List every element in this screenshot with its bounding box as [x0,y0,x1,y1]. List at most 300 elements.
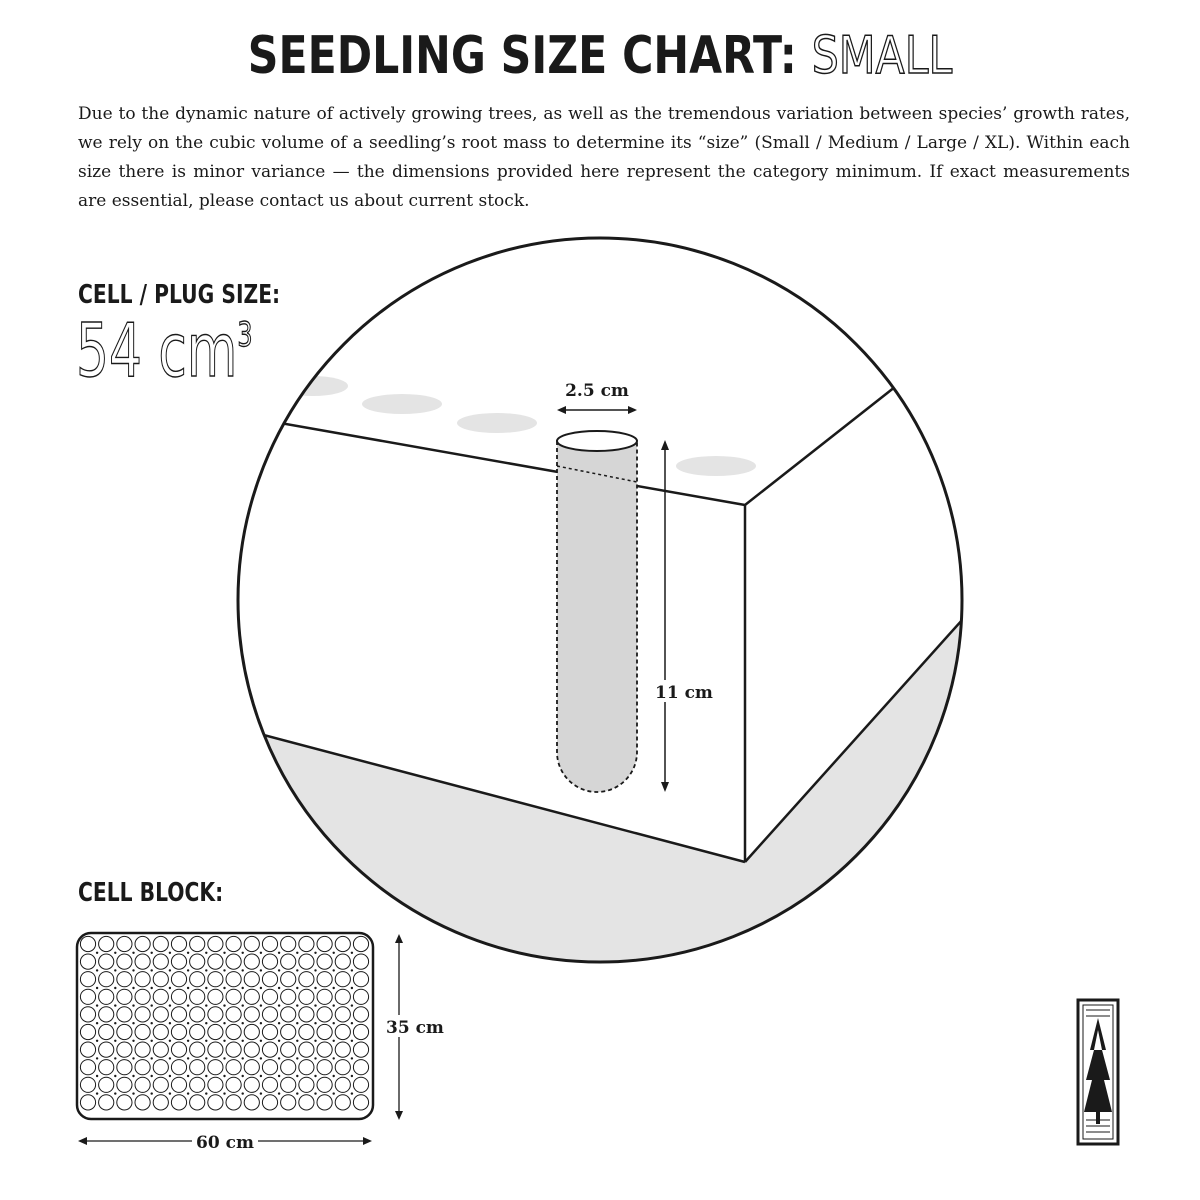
tray-height-arrowhead-bottom [395,1111,403,1120]
tray-cell-dot [314,1057,316,1059]
tray-cell [135,972,150,987]
tray-cell [80,1042,95,1057]
tray-cell [353,936,368,951]
tray-cell-dot [96,1092,98,1094]
tray-cell [281,1024,296,1039]
tray-cell [353,1007,368,1022]
tray-cell [335,972,350,987]
tray-cell [190,1042,205,1057]
tray-cell-dot [205,952,207,954]
tray-cell-dot [223,952,225,954]
plug-size-label: CELL / PLUG SIZE: [78,280,281,310]
tray-cell [208,936,223,951]
intro-paragraph: Due to the dynamic nature of actively growing trees, as well as the tremendous variation between species’ growth rates, we rely on the cubic volume of a seedling’s root mass to determine its “size” (Small / Medium / Large / XL). Within each size there is minor variance — the dimensions provided here represent the category minimum. If exact measurements are essential, please contact us about current stock. [78,104,1130,211]
tray-cell-dot [187,1057,189,1059]
tray-cell-dot [314,1092,316,1094]
cell-hole [676,456,756,476]
tray-cell [171,954,186,969]
tray-cell-dot [169,1075,171,1077]
tray-cell [135,1060,150,1075]
tray-cell [171,1077,186,1092]
tray-cell [244,1077,259,1092]
tray-cell [335,1007,350,1022]
tray-cell-dot [114,987,116,989]
cell-hole [362,394,442,414]
tray-cell [281,1060,296,1075]
tray-cell [135,954,150,969]
tray-cell-dot [187,1022,189,1024]
tray-width-arrowhead-left [78,1137,87,1145]
tray-cell [244,1007,259,1022]
tray-cell [281,954,296,969]
tray-cell [226,1060,241,1075]
tray-cell [208,954,223,969]
tray-cell [299,1042,314,1057]
depth-label: 11 cm [655,683,713,703]
tray-cell-dot [96,1040,98,1042]
tray-cell-dot [169,969,171,971]
tray-cell [171,1060,186,1075]
tray-cell-dot [151,969,153,971]
tray-cell [317,1060,332,1075]
tray-cell [226,1042,241,1057]
tray-cell-dot [151,1022,153,1024]
tray-cell [262,1095,277,1110]
tray-cell-dot [278,1057,280,1059]
tray-cell [117,972,132,987]
tray-cell [226,972,241,987]
tray-cell-dot [314,1004,316,1006]
tray-cell [226,1095,241,1110]
tray-cell-dot [114,1075,116,1077]
tray-cell-dot [333,952,335,954]
tray-cell [208,1024,223,1039]
tray-cell [353,954,368,969]
tray-cell-dot [151,952,153,954]
tray-cell [117,1060,132,1075]
tray-cell [317,989,332,1004]
tray-cell [317,1077,332,1092]
tray-cell-dot [223,1040,225,1042]
tray-cell [244,1095,259,1110]
tray-cell-dot [187,1075,189,1077]
tray-cell-dot [132,987,134,989]
tray-cell [335,1077,350,1092]
tray-cell [299,936,314,951]
tray-cell [153,989,168,1004]
tray-cell [244,1042,259,1057]
tray-cell [135,1077,150,1092]
tray-cell-dot [151,1092,153,1094]
tray-cell-dot [296,1040,298,1042]
tray-cell-dot [242,1022,244,1024]
tray-cell [208,1007,223,1022]
tray-cell-dot [278,1004,280,1006]
tray-cell [80,1077,95,1092]
tray-cell [171,1007,186,1022]
tray-cell [99,936,114,951]
tray-cell [299,1007,314,1022]
tray-cell-dot [151,1057,153,1059]
tray-cell [226,954,241,969]
tray-cell-dot [187,1040,189,1042]
tray-cell-dot [223,1004,225,1006]
tray-cell [117,936,132,951]
tray-cell-dot [96,987,98,989]
tray-cell-dot [260,969,262,971]
tray-cell-dot [296,969,298,971]
tray-cell [171,972,186,987]
tray-cell [299,1077,314,1092]
tray-cell [99,1077,114,1092]
tray-cell [299,1095,314,1110]
tray-cell-dot [333,1092,335,1094]
tray-cell-dot [296,1092,298,1094]
tray-cell [317,1095,332,1110]
tray-cell-dot [96,969,98,971]
tray-cell-dot [278,987,280,989]
tray-cell [171,936,186,951]
tray-cell [80,1060,95,1075]
tray-cell [208,1042,223,1057]
tray-cell-dot [351,1057,353,1059]
tray-cell [335,954,350,969]
tray-cell [117,1024,132,1039]
tray-cell-dot [296,987,298,989]
tray-cell [244,1060,259,1075]
tray-cell [117,954,132,969]
tray-cell [153,1024,168,1039]
tray-cell [299,1060,314,1075]
tray-cell-dot [223,987,225,989]
tray-cell [226,936,241,951]
tray-cell [244,972,259,987]
tray-cell [80,1007,95,1022]
tray-cell [262,1042,277,1057]
tray-cell [135,989,150,1004]
plug-volume-exponent: 3 [237,315,253,355]
tray-cell-dot [205,1092,207,1094]
tray-cell [135,1007,150,1022]
tray-cell [190,972,205,987]
tray-cell [262,989,277,1004]
tray-cell-dot [333,1004,335,1006]
tray-cell [190,936,205,951]
tray-cell [317,936,332,951]
tray-cell-dot [223,1075,225,1077]
tray-cell-dot [296,952,298,954]
tray-cell [208,989,223,1004]
tray-cell [244,936,259,951]
tray-cell [262,1077,277,1092]
tray-cell-dot [114,1040,116,1042]
tray-cell-dot [223,1057,225,1059]
tray-cell [190,989,205,1004]
tray-cell [335,1042,350,1057]
tray-cell-dot [278,1075,280,1077]
plug-volume-value: 54 cm [76,308,238,394]
tray-cell [299,972,314,987]
tray-cell [262,1024,277,1039]
tray-cell-dot [260,1022,262,1024]
tray-cell-dot [296,1022,298,1024]
tray-cell [80,972,95,987]
tray-cell-dot [278,1092,280,1094]
root-plug [557,441,637,792]
tray-cell [171,1095,186,1110]
tray-cell [353,972,368,987]
tray-cell [190,1095,205,1110]
tray-cell-dot [333,987,335,989]
tray-cell-dot [132,1040,134,1042]
tray-cell [99,972,114,987]
tray-cell [208,1060,223,1075]
tray-cell [281,1095,296,1110]
tray-cell [80,1095,95,1110]
tray-cell-dot [114,1022,116,1024]
tray-cell-dot [242,1075,244,1077]
tray-cell-dot [242,1040,244,1042]
tray-cell-dot [169,1057,171,1059]
cell-hole [457,413,537,433]
tray-cell [99,1007,114,1022]
tray-cell-dot [260,952,262,954]
tray-cell-dot [314,952,316,954]
tray-cell [317,1007,332,1022]
tray-cell [208,1095,223,1110]
tray-cell [190,954,205,969]
tray-cell [153,1060,168,1075]
tray-cell [135,1095,150,1110]
tray-cell [353,1060,368,1075]
tray-cell [208,1077,223,1092]
tray-cell [335,1060,350,1075]
root-plug-top [557,431,637,451]
tray-cell-dot [314,1040,316,1042]
tray-cell-dot [314,987,316,989]
tray-cell [99,1024,114,1039]
tray-cell [153,1077,168,1092]
tray-cell-dot [132,1022,134,1024]
tray-cell [244,954,259,969]
tray-cell-dot [296,1075,298,1077]
tray-cell [281,1077,296,1092]
tray-cell [80,936,95,951]
tray-cell [153,1042,168,1057]
tray-cell-dot [314,1022,316,1024]
tray-cell-dot [242,1092,244,1094]
tray-cell [226,1007,241,1022]
tray-width-arrowhead-right [363,1137,372,1145]
tray-cell [190,1060,205,1075]
tray-cell-dot [296,1057,298,1059]
tray-cell-dot [169,1022,171,1024]
tray-cell [190,1024,205,1039]
tray-cell-dot [260,987,262,989]
tray-cell-dot [205,1022,207,1024]
tray-cell [281,936,296,951]
tray-cell [226,1077,241,1092]
tray-height-arrowhead-top [395,934,403,943]
tray-cell [244,1024,259,1039]
tray-width-label: 60 cm [196,1133,254,1153]
tray-cell [353,989,368,1004]
tray-cell-dot [151,1004,153,1006]
tray-cell-dot [187,987,189,989]
tray-cell-dot [351,1092,353,1094]
tray-cell [335,1024,350,1039]
tray-cell-dot [278,952,280,954]
tray-cell-dot [351,969,353,971]
tray-cell-dot [333,1040,335,1042]
tray-cell [335,989,350,1004]
tray-cell [153,1095,168,1110]
tray-cell [226,989,241,1004]
tray-cell [117,989,132,1004]
tray-cell-dot [169,952,171,954]
tray-cell [317,954,332,969]
tray-cell-dot [169,1092,171,1094]
tray-cell-dot [223,969,225,971]
tray-cell-dot [151,1075,153,1077]
tray-cell [244,989,259,1004]
tray-cell-dot [278,1040,280,1042]
tray-cell [135,1024,150,1039]
cell-block-label: CELL BLOCK: [78,878,224,908]
tray-cell [353,1042,368,1057]
tray-cell [153,936,168,951]
tray-cell-dot [351,1040,353,1042]
tray-cell [262,1060,277,1075]
tray-cell-dot [132,952,134,954]
tray-cell [80,989,95,1004]
tray-cell-dot [242,1004,244,1006]
tray-cell-dot [242,987,244,989]
tray-cell [299,1024,314,1039]
tray-cell-dot [260,1075,262,1077]
tray-cell-dot [132,1057,134,1059]
tray-cell [208,972,223,987]
tray-cell [99,1095,114,1110]
tray-cell-dot [114,1057,116,1059]
tray-height-label: 35 cm [386,1018,444,1038]
tray-cell-dot [242,952,244,954]
tray-cell [281,972,296,987]
title-main: SEEDLING SIZE CHART: [247,26,797,86]
tray-cell-dot [187,1092,189,1094]
tray-cell [262,936,277,951]
tray-cell [80,954,95,969]
tray-cell [153,954,168,969]
tray-cell [153,1007,168,1022]
tray-cell [153,972,168,987]
tray-cell [299,954,314,969]
tray-cell-dot [96,1022,98,1024]
tray-cell-dot [96,1057,98,1059]
tray-cell-dot [169,1040,171,1042]
tray-cell-dot [260,1092,262,1094]
tray-cell-dot [351,952,353,954]
tray-cell [80,1024,95,1039]
tray-cell [117,1095,132,1110]
tray-cell-dot [351,1022,353,1024]
tray-cell-dot [314,1075,316,1077]
tray-cell-dot [278,969,280,971]
tray-cell-dot [205,1075,207,1077]
tray-cell-dot [296,1004,298,1006]
tray-cell-dot [132,1075,134,1077]
tray-cell-dot [96,1004,98,1006]
tray-cell [353,1095,368,1110]
tray-cell-dot [96,1075,98,1077]
tray-cell [262,954,277,969]
tray-cell-dot [333,1022,335,1024]
tray-cell [335,936,350,951]
tray-cell-dot [114,1092,116,1094]
tray-cell [317,972,332,987]
tray-cell [171,1024,186,1039]
tray-cell-dot [223,1092,225,1094]
tree-stamp-icon [1078,1000,1118,1144]
tray-cell-dot [205,987,207,989]
tray-cell-dot [151,1040,153,1042]
tray-cell [262,972,277,987]
tray-cell [353,1077,368,1092]
title-size: SMALL [811,26,953,86]
tray-cell [281,1042,296,1057]
tray-cell [317,1042,332,1057]
tray-cell [171,989,186,1004]
tray-cell-dot [278,1022,280,1024]
tray-cell-dot [205,1040,207,1042]
tray-cell [117,1007,132,1022]
tray-cell-dot [351,1075,353,1077]
tray-cell-dot [205,1057,207,1059]
tray-cell [190,1077,205,1092]
tray-cell-dot [96,952,98,954]
tray-cell [281,1007,296,1022]
tray-cell-dot [114,969,116,971]
tray-cell-dot [151,987,153,989]
tray-cell [226,1024,241,1039]
tray-cell [99,1042,114,1057]
tray-cell [353,1024,368,1039]
tray-cell [99,989,114,1004]
tray-cell-dot [260,1057,262,1059]
tray-cell-dot [187,1004,189,1006]
tray-cell-dot [114,1004,116,1006]
tray-cell-dot [187,969,189,971]
tray-cell-dot [132,969,134,971]
tray-cell [335,1095,350,1110]
tray-cell [135,936,150,951]
tray-cell-dot [242,969,244,971]
diameter-label: 2.5 cm [565,381,629,401]
tray-cell-dot [242,1057,244,1059]
tray-cell-dot [333,1057,335,1059]
tray-cell-dot [132,1092,134,1094]
tray-cell [117,1077,132,1092]
tray-cell-dot [260,1004,262,1006]
tray-cell-dot [114,952,116,954]
tray-cell-dot [333,1075,335,1077]
tray-cell-dot [351,1004,353,1006]
tray-cell [262,1007,277,1022]
tray-cell [135,1042,150,1057]
tray-cell [317,1024,332,1039]
tray-cell-dot [205,969,207,971]
tray-cell [99,1060,114,1075]
